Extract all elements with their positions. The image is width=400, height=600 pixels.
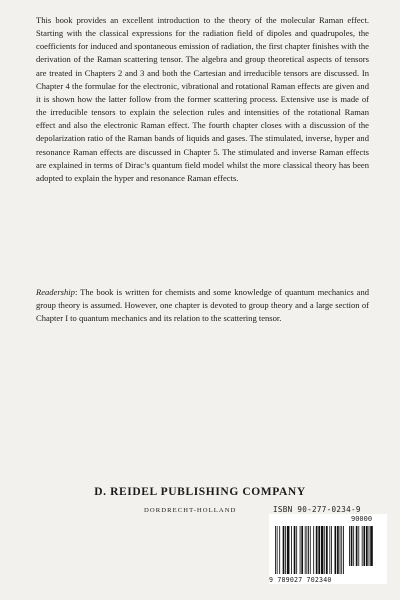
barcode-bar [349, 526, 350, 566]
barcode-bar [318, 526, 320, 574]
barcode-bar [343, 526, 344, 574]
isbn-number: ISBN 90-277-0234-9 [273, 505, 361, 514]
barcode-bar [351, 526, 353, 566]
barcode-bar [285, 526, 286, 574]
readership-text: : The book is written for chemists and some knowledge of quantum mechanics and group theory is assumed. However, one chapter is devoted to group theory and a large section of Chapter I to quantum mechanics and its relation to the scattering tensor. [36, 287, 369, 324]
barcode-bar [340, 526, 341, 574]
barcode-bar [324, 526, 325, 574]
barcode-bar [341, 526, 342, 574]
barcode-bar [356, 526, 358, 566]
publisher-location: DORDRECHT-HOLLAND [144, 507, 237, 514]
barcode-bar [331, 526, 332, 574]
book-description: This book provides an excellent introduction to the theory of the molecular Raman effect. Starting with the classical expressions for the radiation field of dipoles and quadrupoles, the coefficients for induced and spontaneous emission of radiation, the first chapter finishes with the derivation of the Raman scattering tensor. The algebra and group theoretical aspects of tensors are treated in Chapters 2 and 3 and both the Cartesian and irreducible tensors are discussed. In Chapter 4 the formulae for the electronic, vibrational and rotational Raman effects are given and it is shown how the latter follow from the former scattering process. Extensive use is made of the irreducible tensors to explain the selection rules and intensities of the rotational Raman effect and also the electronic Raman effect. The fourth chapter closes with a discussion of the depolarization ratio of the Raman bands of liquids and gases. The stimulated, inverse, hyper and resonance Raman effects are discussed in Chapter 5. The stimulated and inverse Raman effects are explained in terms of Dirac’s quantum field model whilst the more classical theory has been adopted to explain the hyper and resonance Raman effects. [36, 15, 369, 183]
barcode-bar [337, 526, 339, 574]
barcode-bar [369, 526, 370, 566]
barcode-ean-digits: 9 789027 702340 [269, 576, 332, 584]
barcode-addon-digits: 90000 [351, 515, 373, 523]
barcode-bar [358, 526, 359, 566]
barcode-bar [362, 526, 363, 566]
barcode-bar [296, 526, 297, 574]
barcode-bar [370, 526, 373, 566]
barcode-bar [275, 526, 276, 574]
barcode-bars [269, 514, 387, 584]
barcode-bar [363, 526, 365, 566]
barcode-bar [283, 526, 285, 574]
readership-label: Readership [36, 287, 75, 297]
barcode-bar [277, 526, 278, 574]
barcode-bar [326, 526, 328, 574]
barcode-bar [287, 526, 290, 574]
barcode-bar [279, 526, 280, 574]
barcode-bar [310, 526, 311, 574]
barcode-bar [294, 526, 296, 574]
publisher-name: D. REIDEL PUBLISHING COMPANY [94, 486, 306, 498]
barcode-bar [313, 526, 314, 574]
barcode-bar [321, 526, 324, 574]
barcode-bar [306, 526, 307, 574]
barcode-bar [300, 526, 301, 574]
barcode-bar [329, 526, 330, 574]
barcode-bar [335, 526, 337, 574]
barcode-bar [308, 526, 309, 574]
barcode-bar [301, 526, 303, 574]
barcode-bar [366, 526, 368, 566]
barcode [269, 514, 387, 584]
barcode-bar [291, 526, 292, 574]
barcode-bar [353, 526, 354, 566]
readership-paragraph [36, 286, 369, 325]
barcode-bar [316, 526, 318, 574]
barcode-bar [305, 526, 306, 574]
